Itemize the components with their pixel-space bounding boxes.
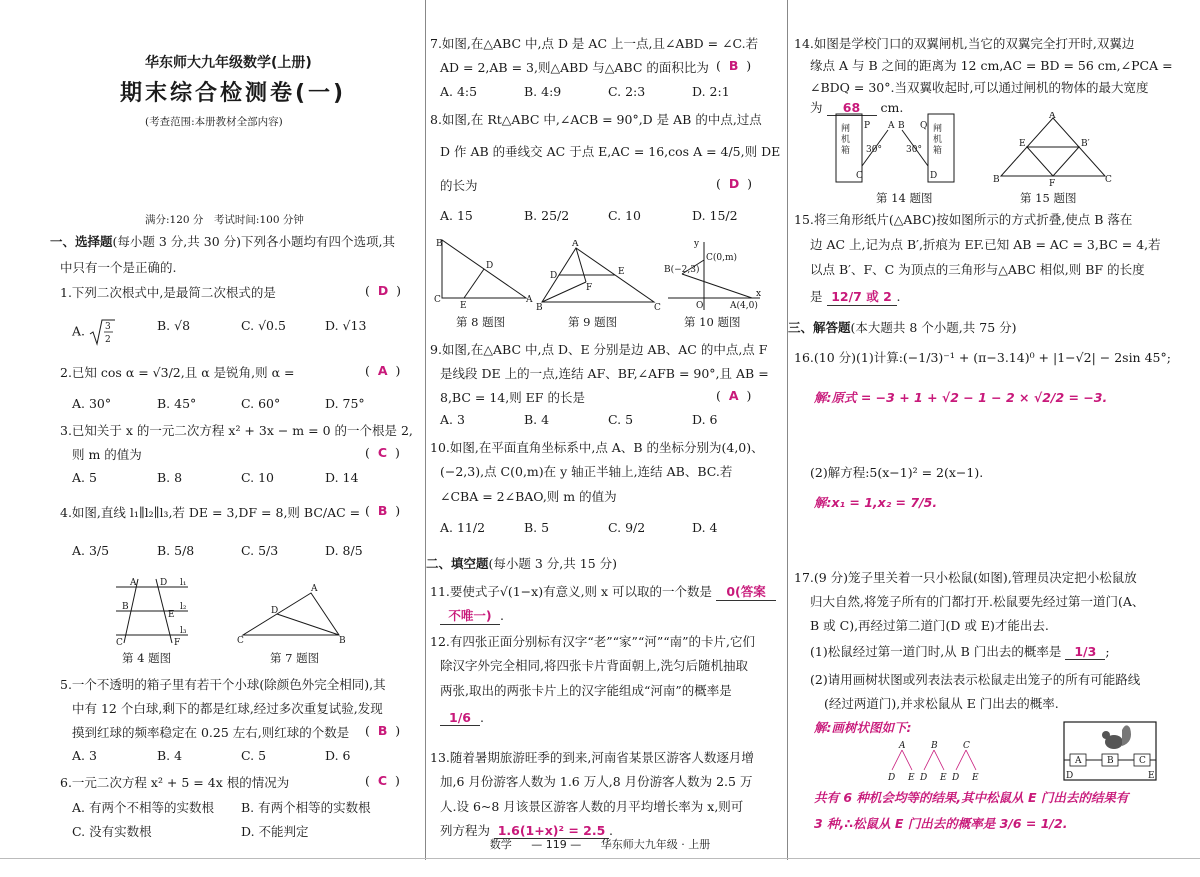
svg-text:D: D	[920, 773, 928, 782]
svg-text:E: E	[908, 773, 915, 782]
svg-text:D: D	[160, 578, 168, 588]
q14-line-1: 14.如图是学校门口的双翼闸机,当它的双翼完全打开时,双翼边	[794, 36, 1135, 51]
q12-line-1: 12.有四张正面分别标有汉字“老”“家”“河”“南”的卡片,它们	[430, 634, 755, 649]
svg-text:F: F	[1049, 179, 1056, 188]
svg-text:A(4,0): A(4,0)	[730, 301, 758, 311]
q4-answer: ( B )	[365, 503, 401, 518]
q5-option-d: D. 6	[325, 748, 351, 763]
q9-answer: ( A )	[716, 388, 752, 403]
q8-option-a: A. 15	[440, 208, 473, 223]
q5-answer-value: B	[377, 723, 388, 738]
svg-text:E: E	[1019, 139, 1026, 149]
q4-option-c: C. 5/3	[241, 543, 279, 558]
svg-text:C(0,m): C(0,m)	[706, 253, 738, 263]
q2-answer: ( A )	[365, 363, 401, 378]
q10-option-b: B. 5	[524, 520, 550, 535]
figure-9-caption: 第 9 题图	[568, 315, 618, 329]
q8-line-2: D 作 AB 的垂线交 AC 于点 E,AC = 16,cos A = 4/5,则 DE	[440, 144, 781, 159]
section-3-header	[788, 318, 1017, 336]
q13-line-4: 列方程为 1.6(1+x)² = 2.5 .	[440, 823, 613, 838]
squirrel-cage-figure	[1060, 718, 1160, 784]
q17-line-3: B 或 C),再经过第二道门(D 或 E)才能出去.	[810, 618, 1049, 633]
svg-text:P: P	[864, 121, 871, 131]
svg-text:E: E	[972, 773, 979, 782]
q4-answer-value: B	[377, 503, 388, 518]
svg-text:B: B	[1107, 756, 1114, 766]
svg-text:30°: 30°	[866, 145, 882, 155]
q4-option-d: D. 8/5	[325, 543, 363, 558]
svg-text:l₂: l₂	[180, 602, 187, 612]
svg-text:C: C	[116, 638, 123, 647]
q3-text2: 则 m 的值为	[72, 447, 142, 462]
q9-line-1: 9.如图,在△ABC 中,点 D、E 分别是边 AB、AC 的中点,点 F	[430, 342, 768, 357]
q17-line-1: 17.(9 分)笼子里关着一只小松鼠(如图),管理员决定把小松鼠放	[794, 570, 1137, 585]
q4-option-a: A. 3/5	[72, 543, 110, 558]
footer-book: 华东师大九年级 · 上册	[600, 838, 711, 851]
title-top: 华东师大九年级数学(上册)	[145, 55, 312, 71]
q17-part-1-answer: 1/3	[1065, 644, 1105, 660]
svg-text:2: 2	[105, 335, 111, 345]
svg-text:B′: B′	[1081, 139, 1090, 149]
column-2	[425, 0, 781, 860]
section-1-header	[50, 232, 395, 250]
q14-line-2: 缘点 A 与 B 之间的距离为 12 cm,AC = BD = 56 cm,∠PCA =	[810, 58, 1173, 73]
figure-10-diagram	[664, 238, 764, 314]
q16-solution-2: 解:x₁ = 1,x₂ = 7/5.	[814, 495, 938, 510]
q16-line-2: (2)解方程:5(x−1)² = 2(x−1).	[810, 465, 984, 480]
q13-answer: 1.6(1+x)² = 2.5	[494, 823, 609, 839]
section-2-desc: (每小题 3 分,共 15 分)	[488, 556, 617, 571]
page-bottom-rule	[0, 858, 1200, 859]
q10-option-a: A. 11/2	[440, 520, 486, 535]
svg-text:Q: Q	[920, 121, 928, 131]
q3-option-b: B. 8	[157, 470, 183, 485]
svg-text:B: B	[931, 741, 938, 751]
q2-option-a: A. 30°	[72, 396, 112, 411]
section-3-desc: (本大题共 8 个小题,共 75 分)	[850, 320, 1017, 335]
q13-line-1: 13.随着暑期旅游旺季的到来,河南省某景区游客人数逐月增	[430, 750, 754, 765]
svg-text:C: C	[237, 636, 244, 645]
figure-15-caption: 第 15 题图	[1020, 191, 1077, 205]
q2-option-b: B. 45°	[157, 396, 197, 411]
q9-option-d: D. 6	[692, 412, 718, 427]
q9-option-a: A. 3	[440, 412, 465, 427]
q5-option-c: C. 5	[241, 748, 267, 763]
q5-line-1: 5.一个不透明的箱子里有若干个小球(除颜色外完全相同),其	[60, 677, 386, 692]
q9-answer-value: A	[728, 388, 739, 403]
q9-option-c: C. 5	[608, 412, 634, 427]
q1-option-c: C. √0.5	[241, 318, 286, 333]
svg-text:A: A	[526, 295, 533, 305]
q15-text: 是	[810, 289, 823, 304]
svg-text:C: C	[1139, 756, 1146, 766]
svg-text:E: E	[460, 301, 467, 310]
q13-line-2: 加,6 月份游客人数为 1.6 万人,8 月份游客人数为 2.5 万	[440, 774, 753, 789]
q11-answer-2: 不唯一)	[440, 606, 500, 625]
q13-line-3: 人.设 6~8 月该景区游客人数的月平均增长率为 x,则可	[440, 799, 744, 814]
q1-text: 1.下列二次根式中,是最简二次根式的是	[60, 285, 276, 300]
q4-option-b: B. 5/8	[157, 543, 195, 558]
svg-text:O: O	[696, 301, 704, 311]
section-1-desc2: 中只有一个是正确的.	[60, 260, 177, 275]
q11-line-1	[430, 582, 776, 601]
svg-text:C: C	[1105, 175, 1112, 185]
q14-unit: cm.	[880, 100, 904, 115]
svg-text:C: C	[963, 741, 970, 751]
figure-4-caption: 第 4 题图	[122, 651, 172, 665]
q5-line-2: 中有 12 个白球,剩下的都是红球,经过多次重复试验,发现	[72, 701, 383, 716]
column-3	[787, 0, 1173, 860]
q10-line-3: ∠CBA = 2∠BAO,则 m 的值为	[440, 489, 617, 504]
page-title: 期末综合检测卷(一)	[120, 81, 347, 106]
svg-text:C: C	[654, 303, 661, 312]
q7-option-d: D. 2:1	[692, 84, 730, 99]
q12-line-2: 除汉字外完全相同,将四张卡片背面朝上,洗匀后随机抽取	[440, 658, 748, 673]
q15-line-2: 边 AC 上,记为点 B′,折痕为 EF.已知 AB = AC = 3,BC = 4,若	[810, 237, 1161, 252]
svg-text:E: E	[1148, 771, 1155, 781]
svg-text:D: D	[888, 773, 896, 782]
svg-text:D: D	[1066, 771, 1074, 781]
svg-text:C: C	[856, 171, 863, 181]
q17-part-1-text: (1)松鼠经过第一道门时,从 B 门出去的概率是	[810, 644, 1062, 659]
q2-option-c: C. 60°	[241, 396, 281, 411]
q14-line-3: ∠BDQ = 30°.当双翼收起时,可以通过闸机的物体的最大宽度	[810, 80, 1149, 95]
q5-option-b: B. 4	[157, 748, 183, 763]
svg-text:B: B	[993, 175, 1000, 185]
q8-answer-value: D	[728, 176, 740, 191]
svg-text:x: x	[756, 289, 762, 299]
q12-line-3: 两张,取出的两张卡片上的汉字能组成“河南”的概率是	[440, 683, 732, 698]
q6-answer-value: C	[377, 773, 388, 788]
section-2-title: 二、填空题	[426, 556, 489, 571]
svg-text:B: B	[436, 239, 443, 249]
svg-text:A: A	[888, 121, 895, 131]
svg-text:A: A	[899, 741, 906, 751]
svg-text:D: D	[930, 171, 938, 181]
q1-option-d: D. √13	[325, 318, 367, 333]
figure-14-caption: 第 14 题图	[876, 191, 933, 205]
svg-text:F: F	[586, 283, 593, 293]
q17-line-2: 归大自然,将笼子所有的门都打开.松鼠要先经过第一道门(A、	[810, 594, 1145, 609]
q3-answer-value: C	[377, 445, 388, 460]
q7-line-2: AD = 2,AB = 3,则△ABD 与△ABC 的面积比为	[440, 60, 709, 75]
svg-text:E: E	[618, 267, 625, 277]
section-3-title: 三、解答题	[788, 320, 851, 335]
svg-text:A: A	[311, 584, 318, 594]
section-1-title: 一、选择题	[50, 234, 113, 249]
q7-answer-value: B	[728, 58, 739, 73]
figure-10-caption: 第 10 题图	[684, 315, 741, 329]
q8-option-b: B. 25/2	[524, 208, 570, 223]
svg-text:l₃: l₃	[180, 626, 187, 636]
section-2-header	[426, 554, 617, 572]
q7-option-c: C. 2:3	[608, 84, 646, 99]
svg-text:A: A	[1075, 756, 1082, 766]
q3-answer: ( C )	[365, 445, 400, 460]
q5-option-a: A. 3	[72, 748, 97, 763]
q9-line-2: 是线段 DE 上的一点,连结 AF、BF,∠AFB = 90°,且 AB =	[440, 366, 769, 381]
q3-option-a: A. 5	[72, 470, 97, 485]
svg-text:30°: 30°	[906, 145, 922, 155]
q15-line-4: 是 12/7 或 2 .	[810, 289, 901, 304]
q6-option-c: C. 没有实数根	[72, 824, 152, 839]
svg-text:y: y	[694, 239, 700, 249]
q15-line-1: 15.将三角形纸片(△ABC)按如图所示的方式折叠,使点 B 落在	[794, 212, 1133, 227]
q7-line-1: 7.如图,在△ABC 中,点 D 是 AC 上一点,且∠ABD = ∠C.若	[430, 36, 759, 51]
q7-answer: ( B )	[716, 58, 752, 73]
q10-option-c: C. 9/2	[608, 520, 646, 535]
q8-line-3: 的长为	[440, 178, 478, 193]
tree-diagram	[884, 738, 984, 782]
column-1	[50, 0, 420, 860]
q17-solution-line-2: 3 种,∴松鼠从 E 门出去的概率是 3/6 = 1/2.	[814, 816, 1068, 831]
q11-line-2: 不唯一) .	[440, 606, 504, 625]
q15-line-3: 以点 B′、F、C 为顶点的三角形与△ABC 相似,则 BF 的长度	[810, 262, 1145, 277]
svg-text:B: B	[536, 303, 543, 312]
q14-answer: 68	[827, 100, 877, 116]
svg-text:3: 3	[105, 322, 111, 332]
svg-text:B: B	[122, 602, 129, 612]
q15-answer: 12/7 或 2	[827, 287, 897, 306]
svg-text:E: E	[940, 773, 947, 782]
q17-solution-line-1: 共有 6 种机会均等的结果,其中松鼠从 E 门出去的结果有	[814, 790, 1129, 805]
svg-text:A: A	[130, 578, 137, 588]
q6-option-d: D. 不能判定	[241, 824, 309, 839]
q10-line-1: 10.如图,在平面直角坐标系中,点 A、B 的坐标分别为(4,0)、	[430, 440, 764, 455]
svg-text:B(−2,3): B(−2,3)	[664, 265, 700, 275]
svg-text:l₁: l₁	[180, 578, 187, 588]
q9-line-3: 8,BC = 14,则 EF 的长是	[440, 390, 585, 405]
q17-part-2b: (经过两道门),并求松鼠从 E 门出去的概率.	[824, 696, 1059, 711]
figure-4-diagram	[112, 575, 192, 647]
figure-15-diagram	[993, 112, 1113, 188]
figure-14-box-right: 闸机箱	[933, 124, 943, 156]
q6-text: 6.一元二次方程 x² + 5 = 4x 根的情况为	[60, 775, 290, 790]
q6-answer: ( C )	[365, 773, 400, 788]
q2-answer-value: A	[377, 363, 388, 378]
scope-note: (考查范围:本册教材全部内容)	[145, 116, 283, 128]
q8-option-c: C. 10	[608, 208, 641, 223]
squirrel-icon	[1102, 725, 1131, 749]
figure-8-diagram	[434, 236, 534, 310]
figure-14-box-left: 闸机箱	[841, 124, 851, 156]
q11-answer-1: 0(答案	[716, 582, 776, 601]
q1-answer-value: D	[377, 283, 389, 298]
q5-line-3: 摸到红球的频率稳定在 0.25 左右,则红球的个数是	[72, 725, 350, 740]
q13-text: 列方程为	[440, 823, 491, 838]
svg-text:D: D	[550, 271, 558, 281]
figure-7-caption: 第 7 题图	[270, 651, 320, 665]
q8-line-1: 8.如图,在 Rt△ABC 中,∠ACB = 90°,D 是 AB 的中点,过点	[430, 112, 762, 127]
q11-text: 11.要使式子√(1−x)有意义,则 x 可以取的一个数是	[430, 584, 713, 599]
q8-answer: ( D )	[716, 176, 753, 191]
exam-meta: 满分:120 分 考试时间:100 分钟	[145, 214, 304, 226]
svg-text:D: D	[271, 606, 279, 616]
svg-text:C: C	[434, 295, 441, 305]
q7-option-b: B. 4:9	[524, 84, 562, 99]
q3-option-d: D. 14	[325, 470, 359, 485]
q17-part-1: (1)松鼠经过第一道门时,从 B 门出去的概率是 1/3 ;	[810, 644, 1110, 659]
q6-option-a: A. 有两个不相等的实数根	[72, 800, 214, 815]
footer-subject: 数学	[489, 838, 512, 851]
q6-option-b: B. 有两个相等的实数根	[241, 800, 371, 815]
page-footer	[0, 836, 1200, 852]
svg-text:A: A	[1049, 112, 1056, 121]
q1-option-a: A. 3 2	[72, 318, 115, 346]
svg-text:B: B	[898, 121, 905, 131]
q10-line-2: (−2,3),点 C(0,m)在 y 轴正半轴上,连结 AB、BC.若	[440, 464, 733, 479]
figure-9-diagram	[536, 240, 661, 312]
q7-option-a: A. 4:5	[440, 84, 478, 99]
q17-part-2: (2)请用画树状图或列表法表示松鼠走出笼子的所有可能路线	[810, 672, 1141, 687]
q12-answer-line: 1/6 .	[440, 710, 484, 726]
page-number: — 119 —	[531, 838, 582, 851]
svg-text:B: B	[339, 636, 346, 645]
q8-option-d: D. 15/2	[692, 208, 738, 223]
figure-8-caption: 第 8 题图	[456, 315, 506, 329]
q16-solution-1: 解:原式 = −3 + 1 + √2 − 1 − 2 × √2/2 = −3.	[814, 390, 1108, 405]
figure-7-diagram	[235, 583, 350, 645]
q4-text: 4.如图,直线 l₁∥l₂∥l₃,若 DE = 3,DF = 8,则 BC/AC =	[60, 505, 361, 520]
q2-text: 2.已知 cos α = √3/2,且 α 是锐角,则 α =	[60, 365, 295, 380]
section-1-desc: (每小题 3 分,共 30 分)下列各小题均有四个选项,其	[112, 234, 395, 249]
q2-option-d: D. 75°	[325, 396, 365, 411]
q9-option-b: B. 4	[524, 412, 550, 427]
q1-answer: ( D )	[365, 283, 402, 298]
svg-text:D: D	[486, 261, 494, 271]
svg-text:F: F	[174, 638, 181, 647]
q3-text: 3.已知关于 x 的一元二次方程 x² + 3x − m = 0 的一个根是 2,	[60, 423, 413, 438]
q1-option-b: B. √8	[157, 318, 191, 333]
q10-option-d: D. 4	[692, 520, 718, 535]
q14-text: 为	[810, 100, 823, 115]
svg-text:E: E	[168, 610, 175, 620]
q17-solution-head: 解:画树状图如下:	[814, 720, 912, 735]
q5-answer: ( B )	[365, 723, 401, 738]
sqrt-3-over-2-icon	[89, 318, 115, 346]
q3-option-c: C. 10	[241, 470, 274, 485]
svg-text:D: D	[952, 773, 960, 782]
svg-text:A: A	[572, 240, 579, 249]
q12-answer: 1/6	[440, 710, 480, 726]
q16-line-1: 16.(10 分)(1)计算:(−1/3)⁻¹ + (π−3.14)⁰ + |1−√2| − 2sin 45°;	[794, 350, 1171, 365]
